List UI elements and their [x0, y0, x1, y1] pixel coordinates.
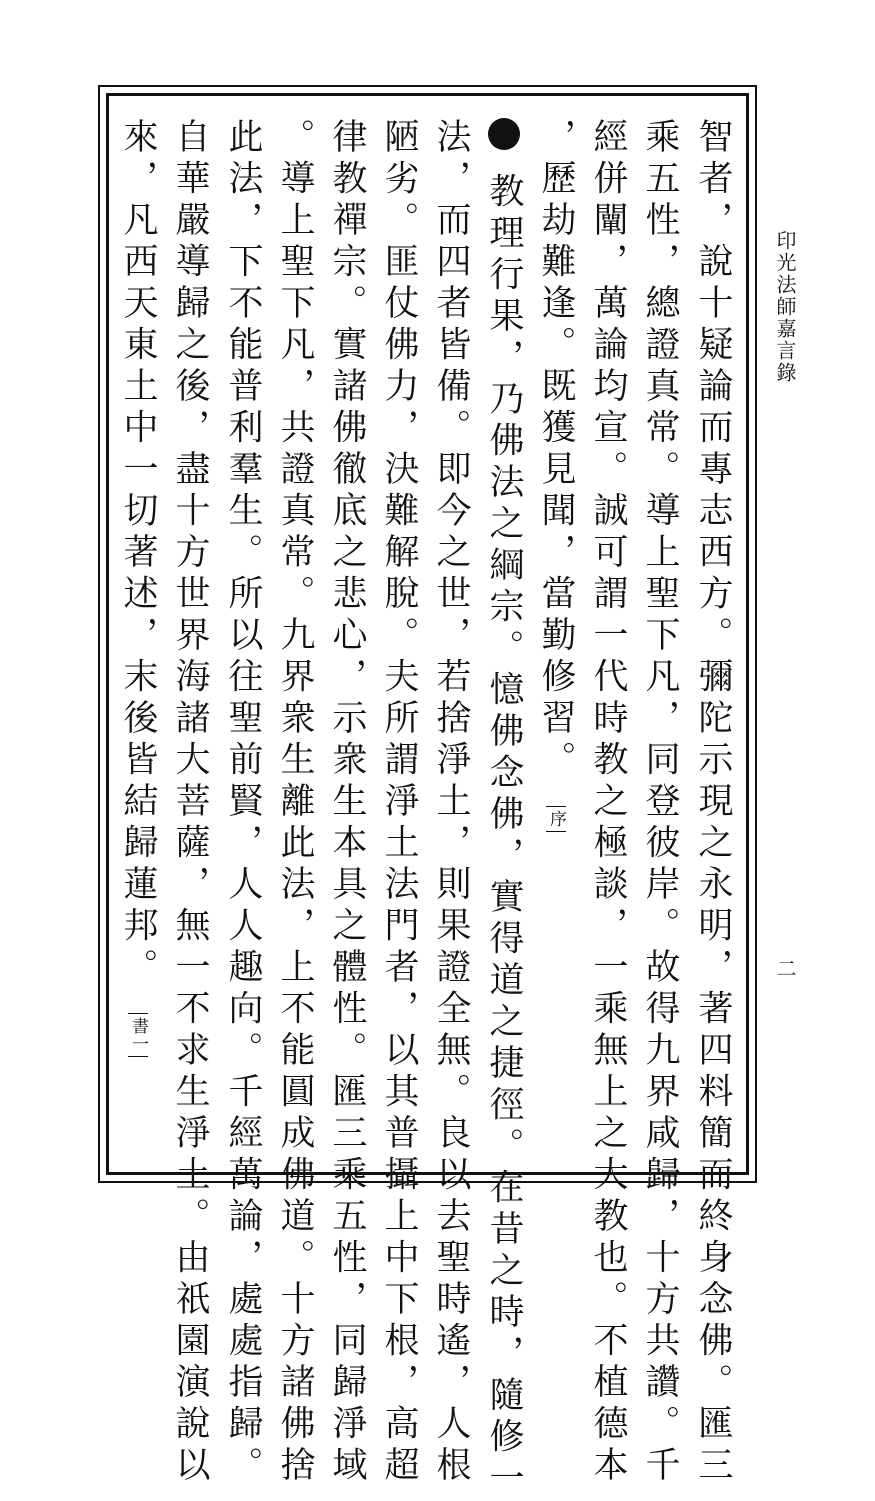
- text-column-5: [480, 118, 528, 1501]
- column-text: 智者，說十疑論而專志西方。彌陀示現之永明，著四料簡而終身念佛。匯三: [693, 118, 733, 1488]
- text-column-12: [114, 118, 162, 1057]
- column-text: 乘五性，總證真常。導上聖下凡，同登彼岸。故得九界咸歸，十方共讚。千: [640, 118, 680, 1488]
- column-text: 來，凡西天東土中一切著述，末後皆結歸蓮邦。: [118, 118, 158, 990]
- text-column-11: [166, 118, 214, 1488]
- text-column-2: [636, 118, 684, 1488]
- column-text: 經併闡，萬論均宣。誠可謂一代時教之極談，一乘無上之大教也。不植德本: [588, 118, 628, 1488]
- column-text: 法，而四者皆備。即今之世，若捨淨土，則果證全無。良以去聖時遙，人根: [431, 118, 471, 1488]
- column-text: 陋劣。匪仗佛力，決難解脫。夫所謂淨土法門者，以其普攝上中下根，高超: [379, 118, 419, 1488]
- text-column-4: [532, 118, 580, 832]
- source-note: 序: [546, 806, 566, 832]
- text-column-9: [271, 118, 319, 1488]
- text-column-3: [584, 118, 632, 1488]
- bullet-dot-icon: [488, 118, 520, 150]
- column-text: 律教禪宗。實諸佛徹底之悲心，示衆生本具之體性。匯三乘五性，同歸淨域: [327, 118, 367, 1488]
- text-column-1: [689, 118, 737, 1488]
- running-title: 印光法師嘉言錄: [773, 230, 797, 384]
- text-column-8: [323, 118, 371, 1488]
- column-text: 自華嚴導歸之後，盡十方世界海諸大菩薩，無一不求生淨土。由祇園演說以: [170, 118, 210, 1488]
- column-text: 教理行果，乃佛法之綱宗。憶佛念佛，實得道之捷徑。在昔之時，隨修一: [484, 172, 524, 1501]
- column-text: 此法，下不能普利羣生。所以往聖前賢，人人趣向。千經萬論，處處指歸。: [223, 118, 263, 1488]
- page-number: 二: [773, 958, 797, 978]
- text-column-10: [219, 118, 267, 1488]
- text-column-7: [375, 118, 423, 1488]
- text-column-6: [427, 118, 475, 1488]
- column-text: 。導上聖下凡，共證真常。九界衆生離此法，上不能圓成佛道。十方諸佛捨: [275, 118, 315, 1488]
- column-text: ，歷劫難逢。既獲見聞，當勤修習。: [536, 118, 576, 782]
- source-note: 書一: [128, 1013, 148, 1057]
